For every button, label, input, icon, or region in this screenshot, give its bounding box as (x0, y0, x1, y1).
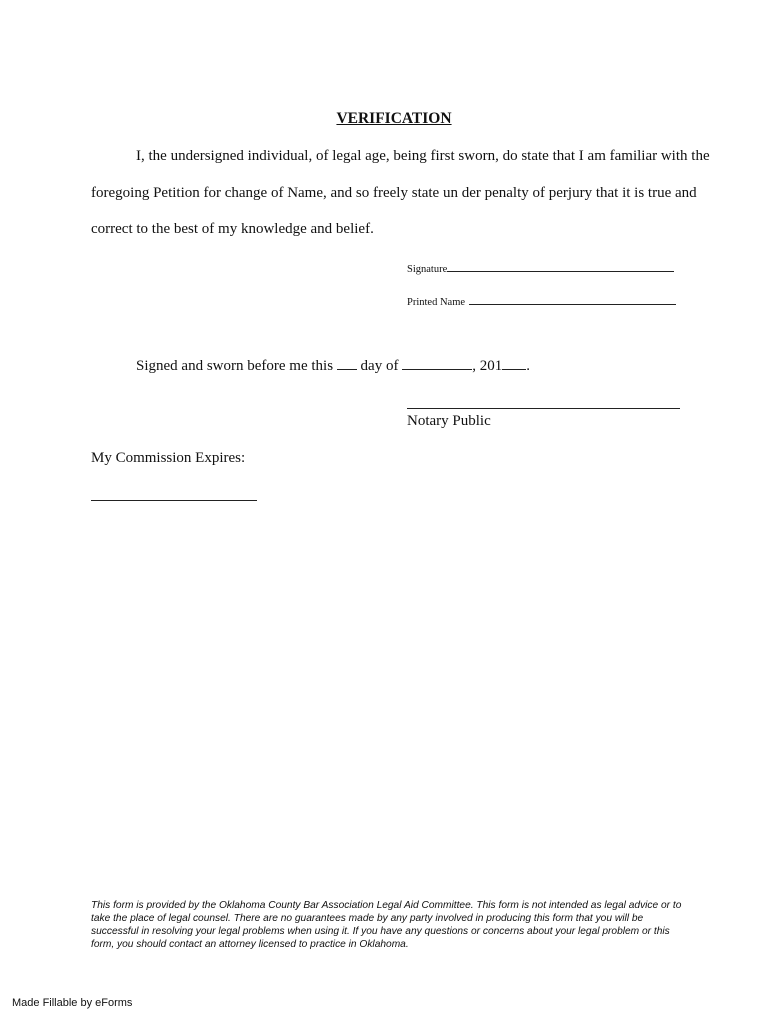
paragraph-line-1: I, the undersigned individual, of legal age, being first sworn, do state that I am familiar with the (136, 148, 710, 164)
printed-name-field[interactable] (469, 294, 676, 305)
day-field[interactable] (337, 359, 357, 370)
sworn-prefix: Signed and sworn before me this (136, 358, 334, 374)
paragraph-line-3: correct to the best of my knowledge and belief. (91, 221, 374, 237)
document-title: VERIFICATION (336, 110, 452, 127)
year-field[interactable] (502, 359, 526, 370)
printed-name-label: Printed Name (407, 297, 466, 308)
sworn-period: . (526, 358, 530, 374)
sworn-day-of: day of (360, 358, 399, 374)
notary-label: Notary Public (407, 413, 491, 429)
notary-signature-line[interactable] (407, 408, 680, 409)
signature-row (407, 261, 674, 275)
disclaimer: This form is provided by the Oklahoma County Bar Association Legal Aid Committee. This form is not intended as legal advice or to take the place of legal counsel. There are no guarantees made by any party involved in producing this form that you will be successful in resolving your legal problems when using it. If you have any questions or concerns about your legal problem or this form, you should contact an attorney licensed to practice in Oklahoma. (91, 900, 682, 950)
signature-label: Signature (407, 264, 448, 275)
commission-label: My Commission Expires: (91, 450, 246, 466)
printed-name-row (407, 294, 676, 308)
month-field[interactable] (402, 359, 472, 370)
commission-expires-field[interactable] (91, 500, 257, 501)
sworn-year-prefix: , 201 (472, 358, 503, 374)
sworn-statement (136, 358, 530, 375)
eforms-footer: Made Fillable by eForms (12, 997, 133, 1009)
paragraph-line-2: foregoing Petition for change of Name, and so freely state un der penalty of perjury that it is true and (91, 185, 697, 201)
signature-field[interactable] (447, 261, 674, 272)
